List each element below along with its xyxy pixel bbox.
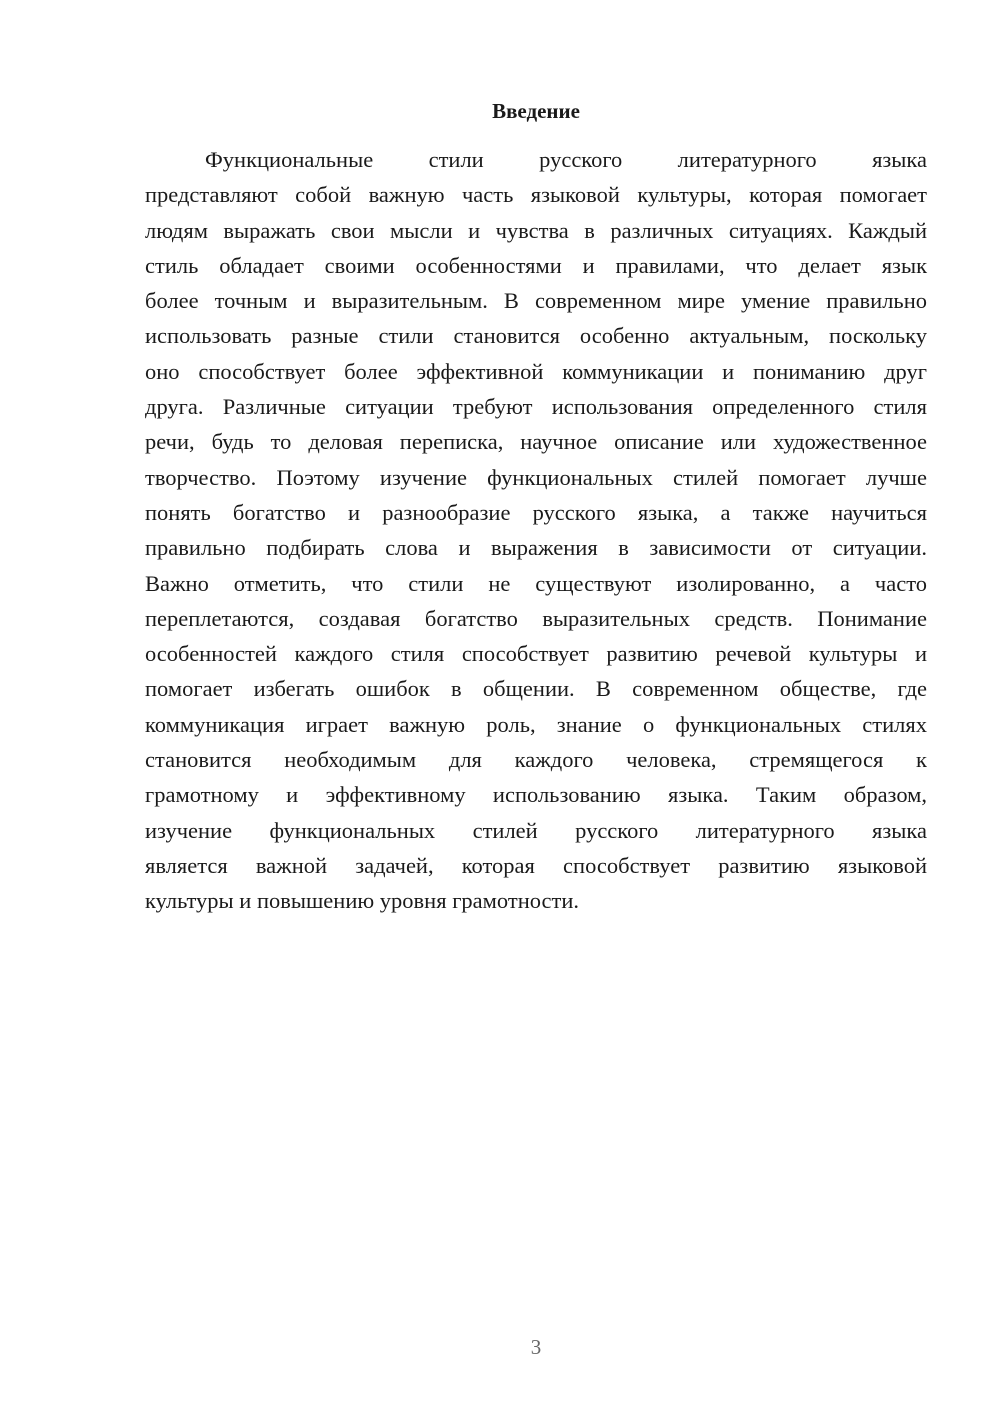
paragraph-line: использовать разные стили становится особенно актуальным, поскольку [145, 323, 927, 349]
paragraph-line: коммуникация играет важную роль, знание о функциональных стилях [145, 711, 927, 737]
paragraph-line: оно способствует более эффективной коммуникации и пониманию друг [145, 358, 927, 384]
page-number: 3 [530, 1335, 542, 1359]
paragraph-line: изучение функциональных стилей русского литературного языка [145, 817, 927, 843]
paragraph-line: речи, будь то деловая переписка, научное описание или художественное [145, 429, 927, 455]
paragraph-line: является важной задачей, которая способствует развитию языковой [145, 852, 927, 878]
paragraph-line: становится необходимым для каждого человека, стремящегося к [145, 747, 927, 773]
paragraph-line: правильно подбирать слова и выражения в зависимости от ситуации. [145, 535, 927, 561]
paragraph-line: стиль обладает своими особенностями и правилами, что делает язык [145, 252, 927, 278]
paragraph-line: друга. Различные ситуации требуют использования определенного стиля [145, 394, 927, 420]
paragraph-line: грамотному и эффективному использованию языка. Таким образом, [145, 782, 927, 808]
paragraph-line: переплетаются, создавая богатство выразительных средств. Понимание [145, 605, 927, 631]
paragraph-line: более точным и выразительным. В современном мире умение правильно [145, 288, 927, 314]
paragraph-line: Важно отметить, что стили не существуют изолированно, а часто [145, 570, 927, 596]
paragraph-line: особенностей каждого стиля способствует развитию речевой культуры и [145, 641, 927, 667]
paragraph-line: людям выражать свои мысли и чувства в различных ситуациях. Каждый [145, 217, 927, 243]
paragraph-line: Функциональные стили русского литературного языка [205, 147, 927, 172]
paragraph-line: творчество. Поэтому изучение функциональных стилей помогает лучше [145, 464, 927, 490]
paragraph-line: помогает избегать ошибок в общении. В современном обществе, где [145, 676, 927, 702]
paragraph-line: представляют собой важную часть языковой культуры, которая помогает [145, 182, 927, 208]
section-title: Введение [492, 99, 580, 123]
body-paragraph [145, 142, 927, 919]
paragraph-line: культуры и повышению уровня грамотности. [145, 888, 580, 914]
paragraph-line: понять богатство и разнообразие русского языка, а также научиться [145, 499, 927, 525]
